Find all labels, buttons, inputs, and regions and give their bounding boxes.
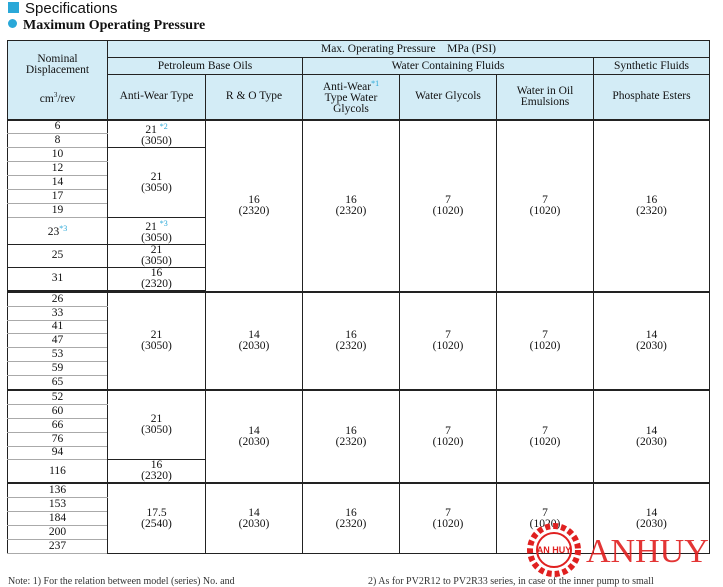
water-in-oil-header: Water in Oil Emulsions [497, 75, 594, 120]
displacement-cell: 184 [8, 512, 108, 526]
displacement-cell: 17 [8, 189, 108, 203]
value-cell: 21 $^{*2}$ (3050) [108, 120, 206, 148]
displacement-cell: 53 [8, 348, 108, 362]
displacement-cell: 47 [8, 334, 108, 348]
displacement-cell: 66 [8, 418, 108, 432]
value-cell: 14 (2030) [206, 483, 303, 553]
displacement-cell: 76 [8, 432, 108, 446]
footnote-1: Note: 1) For the relation between model (series) No. and [8, 576, 235, 587]
value-cell: 14 (2030) [206, 390, 303, 483]
displacement-cell: 200 [8, 526, 108, 540]
anti-wear-header: Anti-Wear Type [108, 75, 206, 120]
synthetic-header: Synthetic Fluids [594, 58, 710, 75]
displacement-cell: 52 [8, 390, 108, 404]
value-cell: 16 (2320) [594, 120, 710, 292]
aw-water-glycols-header: Anti-Wear$^{*1}$ Type Water Glycols [303, 75, 400, 120]
value-cell: 7 (1020) [497, 390, 594, 483]
value-cell: 21 (3050) [108, 148, 206, 217]
displacement-cell: 94 [8, 446, 108, 460]
displacement-cell: 12 [8, 162, 108, 176]
displacement-cell: 59 [8, 362, 108, 376]
displacement-cell: 31 [8, 267, 108, 290]
max-pressure-header: Max. Operating Pressure MPa (PSI) [108, 41, 710, 58]
displacement-cell: 19 [8, 203, 108, 217]
displacement-cell: 153 [8, 498, 108, 512]
value-cell: 14 (2030) [594, 292, 710, 390]
nominal-displacement-header: Nominal Displacement $cm^3$/rev [8, 41, 108, 120]
value-cell: 14 (2030) [594, 390, 710, 483]
value-cell: 14 (2030) [206, 292, 303, 390]
anhuy-watermark-logo [522, 516, 722, 584]
unit-label: $cm^3$/rev [39, 91, 76, 106]
petroleum-header: Petroleum Base Oils [108, 58, 303, 75]
displacement-cell: 8 [8, 134, 108, 148]
value-cell: 7 (1020) [400, 483, 497, 553]
square-bullet-icon [8, 2, 19, 13]
value-cell: 7 (1020) [497, 292, 594, 390]
water-header: Water Containing Fluids [303, 58, 594, 75]
displacement-cell: 25 [8, 244, 108, 267]
value-cell: 14 (2030) [594, 483, 710, 553]
value-cell: 16 (2320) [303, 483, 400, 553]
displacement-cell: 33 [8, 306, 108, 320]
displacement-cell: 6 [8, 120, 108, 134]
displacement-cell: 237 [8, 539, 108, 553]
value-cell: 21 (3050) [108, 244, 206, 267]
pressure-table [7, 40, 710, 554]
value-cell: 7 (1020) [400, 292, 497, 390]
value-cell: 16 (2320) [303, 390, 400, 483]
displacement-cell: 116 [8, 460, 108, 484]
section-title: Specifications [8, 0, 118, 17]
displacement-cell: 136 [8, 483, 108, 497]
displacement-cell: 14 [8, 176, 108, 190]
displacement-cell: 23$^{*3}$ [8, 217, 108, 244]
displacement-cell: 26 [8, 292, 108, 306]
value-cell: 21 (3050) [108, 292, 206, 390]
value-cell: 16 (2320) [303, 292, 400, 390]
value-cell: 21 $^{*3}$ (3050) [108, 217, 206, 244]
displacement-cell: 60 [8, 404, 108, 418]
value-cell: 16 (2320) [108, 267, 206, 290]
displacement-cell: 65 [8, 376, 108, 390]
value-cell: 7 (1020) [497, 120, 594, 292]
phosphate-header: Phosphate Esters [594, 75, 710, 120]
value-cell: 17.5 (2540) [108, 483, 206, 553]
value-cell: 16 (2320) [206, 120, 303, 292]
footnote-2: 2) As for PV2R12 to PV2R33 series, in case of the inner pump to small [368, 576, 654, 587]
ro-header: R & O Type [206, 75, 303, 120]
value-cell: 7 (1020) [400, 120, 497, 292]
displacement-cell: 41 [8, 320, 108, 334]
value-cell: 16 (2320) [108, 460, 206, 484]
circle-bullet-icon [8, 19, 17, 28]
svg-text:ANHUY: ANHUY [586, 533, 709, 570]
value-cell: 7 (1020) [497, 483, 594, 553]
subsection-title: Maximum Operating Pressure [8, 18, 205, 34]
value-cell: 21 (3050) [108, 390, 206, 460]
svg-text:AN HUY: AN HUY [536, 545, 572, 555]
displacement-cell: 10 [8, 148, 108, 162]
value-cell: 16 (2320) [303, 120, 400, 292]
water-glycols-header: Water Glycols [400, 75, 497, 120]
value-cell: 7 (1020) [400, 390, 497, 483]
